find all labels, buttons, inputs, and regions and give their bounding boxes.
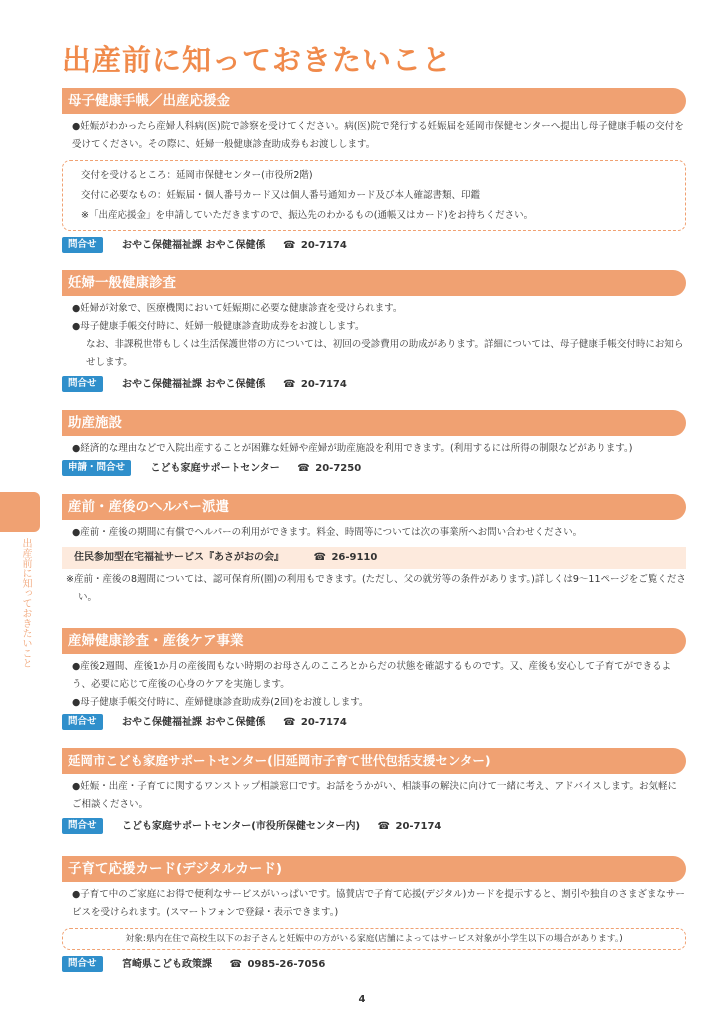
contact-name: おやこ保健福祉課 おやこ保健係 — [122, 240, 266, 251]
contact-name: こども家庭サポートセンター — [150, 463, 280, 474]
side-tab — [0, 492, 40, 532]
provider-row — [62, 547, 686, 569]
contact-row — [62, 714, 686, 732]
phone-icon: ☎ — [229, 959, 242, 970]
phone-icon: ☎ — [377, 821, 390, 832]
page-title: 出産前に知っておきたいこと — [62, 43, 453, 77]
paragraph: ●母子健康手帳交付時に、妊婦一般健康診査助成券をお渡しします。 — [72, 321, 365, 332]
info-line: ※「出産応援金」を申請していただきますので、振込先のわかるもの(通帳又はカード)をお持ちください。 — [81, 210, 534, 221]
phone-number[interactable]: 20-7174 — [300, 379, 347, 390]
contact-row — [62, 956, 686, 974]
paragraph: ●母子健康手帳交付時に、産婦健康診査助成券(2回)をお渡しします。 — [72, 697, 369, 708]
section-maternal-handbook — [62, 88, 686, 255]
phone-number[interactable]: 20-7250 — [315, 463, 362, 474]
paragraph: ●産後2週間、産後1か月の産後間もない時期のお母さんのこころとからだの状態を確認するものです。又、産後も安心して子育てができるよう、必要に応じて産後の心身のケアを実施します。 — [72, 661, 672, 690]
inquiry-badge: 問合せ — [62, 376, 103, 392]
section-heading: 産婦健康診査・産後ケア事業 — [62, 628, 686, 654]
note: ※産前・産後の8週間については、認可保育所(園)の利用もできます。(ただし、父の就労等の条件があります。)詳しくは9～11ページをご覧ください。 — [66, 574, 686, 603]
inquiry-badge: 問合せ — [62, 237, 103, 253]
inquiry-badge: 申請・問合せ — [62, 460, 131, 476]
section-heading: 子育て応援カード(デジタルカード) — [62, 856, 686, 882]
paragraph: ●妊婦が対象で、医療機関において妊娠期に必要な健康診査を受けられます。 — [72, 303, 403, 314]
section-heading: 助産施設 — [62, 410, 686, 436]
section-heading: 産前・産後のヘルパー派遣 — [62, 494, 686, 520]
section-family-support-center — [62, 748, 686, 836]
phone-number[interactable]: 20-7174 — [300, 717, 347, 728]
phone-number[interactable]: 0985-26-7056 — [247, 959, 326, 970]
contact-name: おやこ保健福祉課 おやこ保健係 — [122, 717, 266, 728]
page-number: 4 — [358, 994, 366, 1005]
provider-name: 住民参加型在宅福祉サービス『あさがおの会』 — [74, 552, 284, 563]
phone-number[interactable]: 20-7174 — [395, 821, 442, 832]
phone-icon: ☎ — [282, 717, 296, 728]
section-pregnancy-checkup — [62, 270, 686, 394]
info-box — [62, 160, 686, 231]
phone-icon: ☎ — [282, 240, 296, 251]
paragraph: なお、非課税世帯もしくは生活保護世帯の方については、初回の受診費用の助成があります。詳細については、母子健康手帳交付時にお知らせします。 — [86, 339, 684, 368]
inquiry-badge: 問合せ — [62, 956, 103, 972]
side-label: 出産前に知っておきたいこと — [20, 538, 31, 668]
contact-row — [62, 376, 686, 394]
inquiry-badge: 問合せ — [62, 818, 103, 834]
info-line: 交付を受けるところ：延岡市保健センター(市役所2階) — [81, 170, 313, 181]
info-line: 交付に必要なもの：妊娠届・個人番号カード又は個人番号通知カード及び本人確認書類、印鑑 — [81, 190, 481, 201]
section-heading: 延岡市こども家庭サポートセンター(旧延岡市子育て世代包括支援センター) — [62, 748, 686, 774]
phone-icon: ☎ — [313, 552, 326, 563]
paragraph: ●妊娠がわかったら産婦人科病(医)院で診察を受けてください。病(医)院で発行する妊娠届を延岡市保健センターへ提出し母子健康手帳の交付を受けてください。その際に、妊婦一般健康診査助成券もお渡しします。 — [72, 121, 684, 150]
section-heading: 母子健康手帳／出産応援金 — [62, 88, 686, 114]
section-helper-dispatch — [62, 494, 686, 607]
paragraph: ●産前・産後の期間に有償でヘルパーの利用ができます。料金、時間等については次の事業所へお問い合わせください。 — [72, 527, 583, 538]
paragraph: ●経済的な理由などで入院出産することが困難な妊婦や産婦が助産施設を利用できます。(利用するには所得の制限などがあります。) — [72, 443, 633, 454]
paragraph: ●妊娠・出産・子育てに関するワンストップ相談窓口です。お話をうかがい、相談事の解決に向けて一緒に考え、アドバイスします。お気軽にご相談ください。 — [72, 781, 677, 810]
phone-number[interactable]: 20-7174 — [300, 240, 347, 251]
phone-icon: ☎ — [282, 379, 296, 390]
phone-icon: ☎ — [297, 463, 310, 474]
contact-name: 宮崎県こども政策課 — [122, 959, 212, 970]
contact-name: こども家庭サポートセンター(市役所保健センター内) — [122, 821, 361, 832]
contact-row — [62, 818, 686, 836]
paragraph: ●子育て中のご家庭にお得で便利なサービスがいっぱいです。協賛店で子育て応援(デジタル)カードを提示すると、割引や独自のさまざまなサービスを受けられます。(スマートフォンで登録・表示できます。) — [72, 889, 685, 918]
contact-row — [62, 237, 686, 255]
section-maternity-facility — [62, 410, 686, 478]
contact-name: おやこ保健福祉課 おやこ保健係 — [122, 379, 266, 390]
section-postpartum-care — [62, 628, 686, 732]
section-parenting-card — [62, 856, 686, 974]
section-heading: 妊婦一般健康診査 — [62, 270, 686, 296]
inquiry-badge: 問合せ — [62, 714, 103, 730]
eligibility-box: 対象:県内在住で高校生以下のお子さんと妊娠中の方がいる家庭(店舗によってはサービス対象が小学生以下の場合があります。) — [62, 928, 686, 950]
phone-number[interactable]: 26-9110 — [331, 552, 378, 563]
contact-row — [62, 460, 686, 478]
